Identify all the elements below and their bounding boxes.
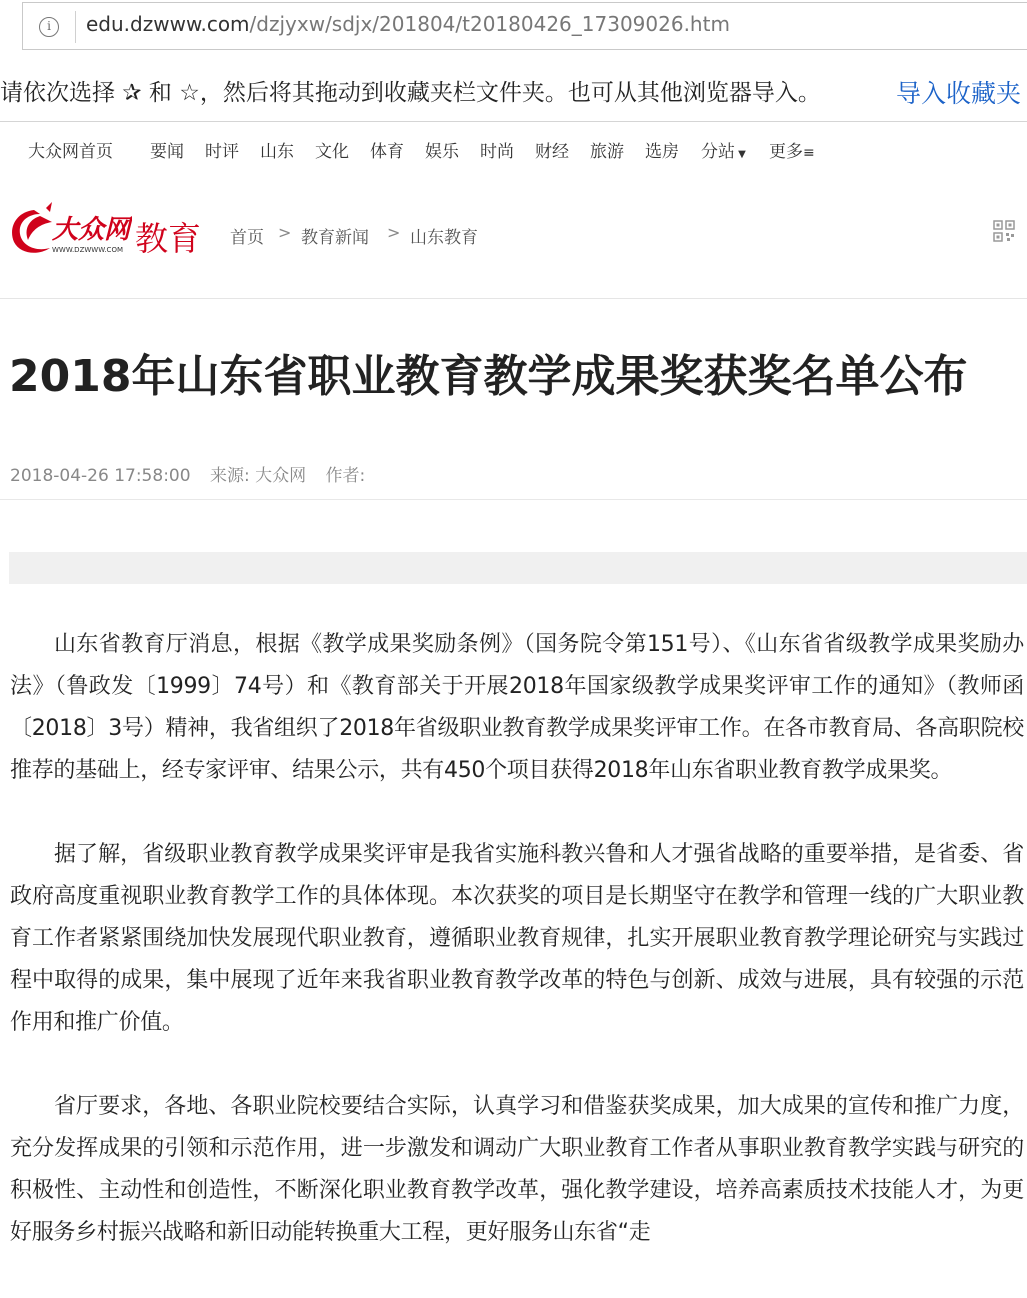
site-header [0,180,1027,299]
publish-date: 2018-04-26 17:58:00 [10,466,191,486]
url-host: edu.dzwww.com [86,12,250,36]
article-paragraph: 据了解，省级职业教育教学成果奖评审是我省实施科教兴鲁和人才强省战略的重要举措，是省委、省政府高度重视职业教育教学工作的具体体现。本次获奖的项目是长期坚守在教学和管理一线的广大职业教育工作者紧紧围绕加快发展现代职业教育，遵循职业教育规律，扎实开展职业教育教学理论研究与实践过程中取得的成果，集中展现了近年来我省职业教育教学改革的特色与创新、成效与进展，具有较强的示范作用和推广价值。 [10,842,1024,1035]
breadcrumb-separator: > [278,223,292,242]
favorites-hint: 请依次选择 ✰ 和 ☆，然后将其拖动到收藏夹栏文件夹。也可从其他浏览器导入。 [0,80,821,106]
chevron-down-icon: ▼ [735,149,746,160]
nav-item-housing[interactable]: 选房 [645,142,679,162]
article-title: 2018年山东省职业教育教学成果奖获奖名单公布 [9,351,968,402]
nav-item-finance[interactable]: 财经 [535,142,569,162]
address-bar[interactable] [22,2,1027,50]
favorites-bar [0,50,1027,122]
info-icon[interactable]: i [39,17,59,37]
nav-item-branches[interactable] [701,137,746,162]
nav-item-sports[interactable]: 体育 [370,142,404,162]
menu-icon: ≡ [803,145,815,161]
article-source: 来源: 大众网 [209,466,307,486]
nav-item-news[interactable]: 要闻 [150,142,184,162]
breadcrumb-education-news[interactable]: 教育新闻 [301,228,369,248]
logo-domain: WWW.DZWWW.COM [52,246,123,254]
article-paragraph: 山东省教育厅消息，根据《教学成果奖励条例》（国务院令第151号）、《山东省省级教学成果奖励办法》（鲁政发〔1999〕74号）和《教育部关于开展2018年国家级教学成果奖评审工作的通知》（教师函〔2018〕3号）精神，我省组织了2018年省级职业教育教学成果奖评审工作。在各市教育局、各高职院校推荐的基础上，经专家评审、结果公示，共有450个项目获得2018年山东省职业教育教学成果奖。 [10,632,1024,783]
article-meta [10,461,379,486]
breadcrumb-home[interactable]: 首页 [230,228,264,248]
url-text[interactable] [86,12,730,36]
section-name: 教育 [135,219,201,258]
url-path: /dzjyxw/sdjx/201804/t20180426_17309026.htm [249,12,730,36]
article-author: 作者: [325,466,366,486]
breadcrumb-separator: > [387,223,401,242]
breadcrumb-shandong-education[interactable]: 山东教育 [410,228,478,248]
nav-item-culture[interactable]: 文化 [315,142,349,162]
meta-divider [0,499,1027,500]
logo-wordmark: 大众网 [52,215,131,245]
top-nav [0,122,1027,174]
dzwww-logo[interactable] [6,200,132,260]
qr-code-icon[interactable] [993,220,1015,242]
nav-item-travel[interactable]: 旅游 [590,142,624,162]
address-bar-area [0,0,1027,50]
ad-placeholder-strip [9,552,1027,584]
nav-item-commentary[interactable]: 时评 [205,142,239,162]
nav-item-more-label: 更多 [769,142,803,162]
import-favorites-link[interactable]: 导入收藏夹 [895,79,1021,108]
nav-item-more[interactable] [769,137,815,162]
address-divider [75,11,76,43]
nav-item-fashion[interactable]: 时尚 [480,142,514,162]
nav-item-entertainment[interactable]: 娱乐 [425,142,459,162]
nav-item-shandong[interactable]: 山东 [260,142,294,162]
article-body [10,624,1024,1296]
article-paragraph: 省厅要求，各地、各职业院校要结合实际，认真学习和借鉴获奖成果，加大成果的宣传和推广力度，充分发挥成果的引领和示范作用，进一步激发和调动广大职业教育工作者从事职业教育教学实践与研究的积极性、主动性和创造性，不断深化职业教育教学改革，强化教学建设，培养高素质技术技能人才，为更好服务乡村振兴战略和新旧动能转换重大工程，更好服务山东省“走 [10,1094,1024,1245]
nav-item-home[interactable]: 大众网首页 [28,142,113,162]
nav-item-branches-label: 分站 [701,142,735,162]
